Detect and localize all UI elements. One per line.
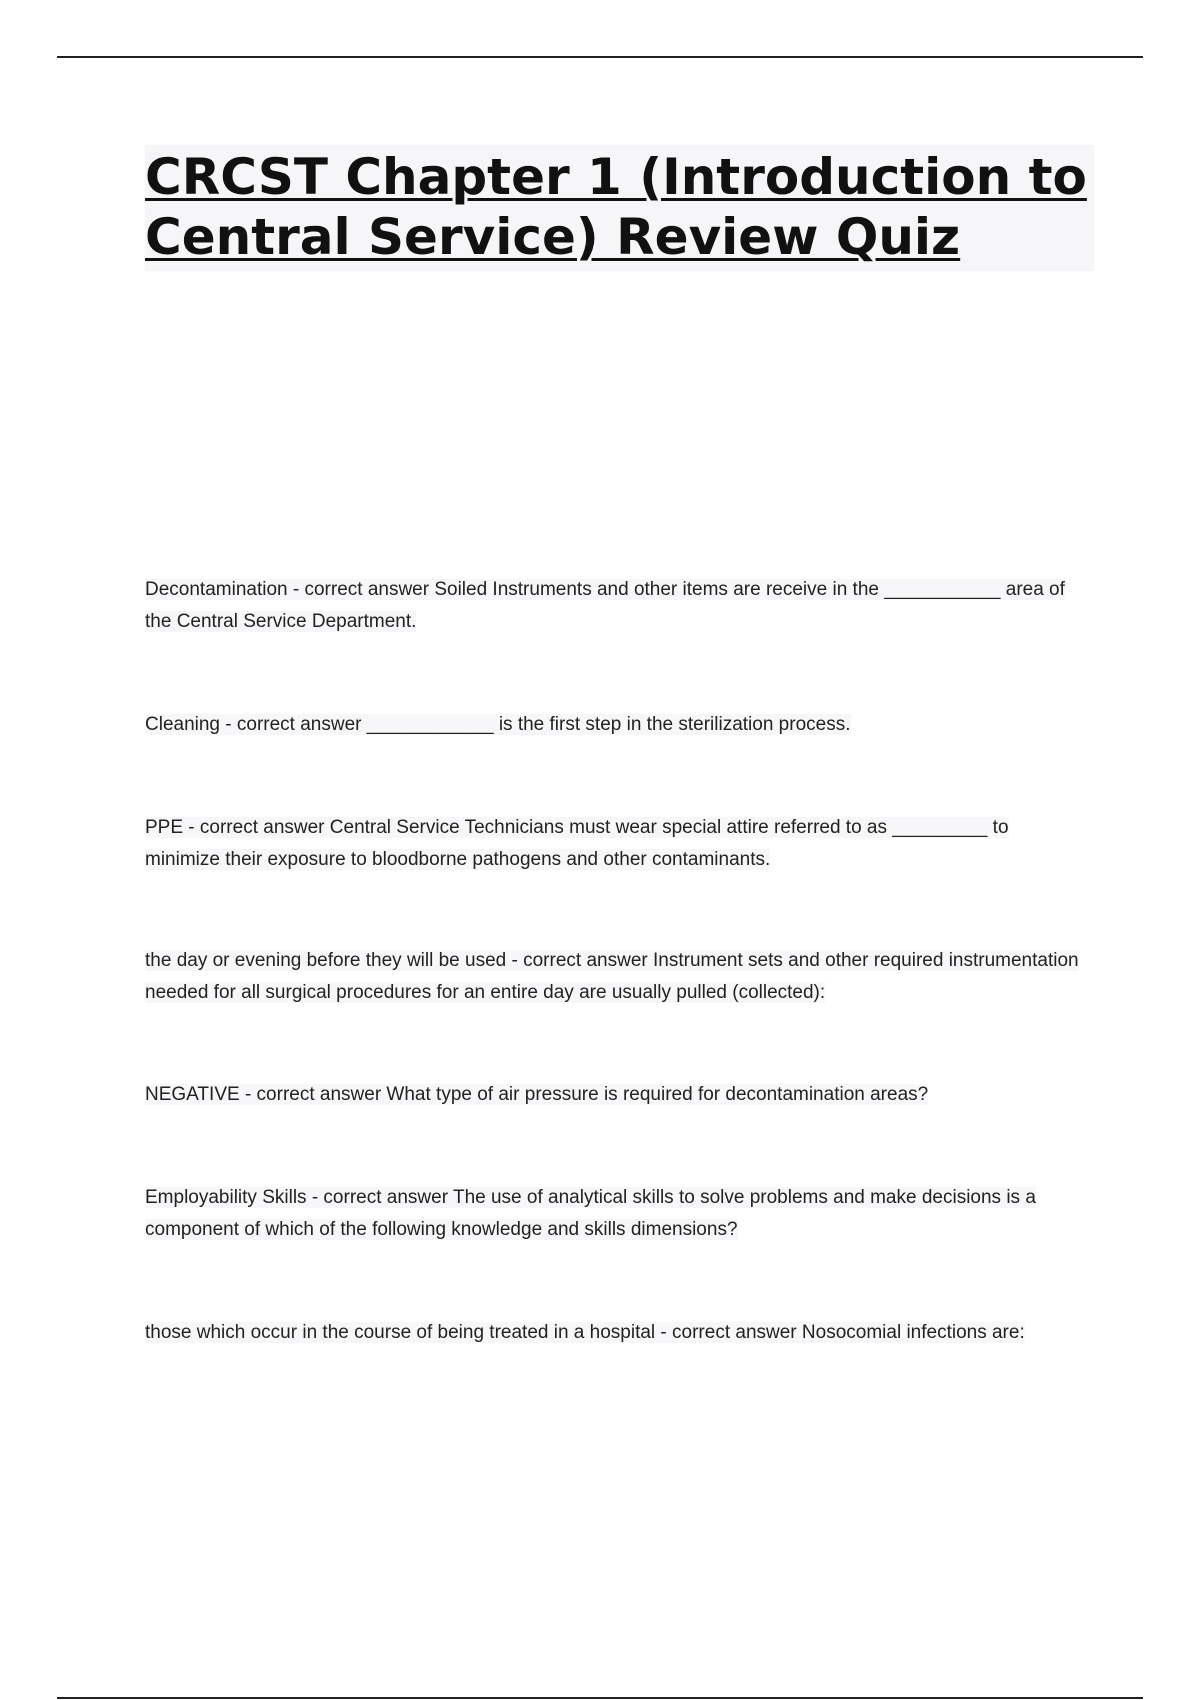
qa-item xyxy=(145,812,1085,876)
qa-item-text: Employability Skills - correct answer The use of analytical skills to solve problems and make decisions is a component of which of the following knowledge and skills dimensions? xyxy=(145,1187,1036,1240)
qa-item xyxy=(145,574,1085,638)
qa-item-text: the day or evening before they will be used - correct answer Instrument sets and other required instrumentation needed for all surgical procedures for an entire day are usually pulled (collected): xyxy=(145,950,1079,1003)
qa-item-text: those which occur in the course of being treated in a hospital - correct answer Nosocomial infections are: xyxy=(145,1322,1025,1343)
qa-item-text: NEGATIVE - correct answer What type of air pressure is required for decontamination areas? xyxy=(145,1084,929,1105)
qa-item-text: Cleaning - correct answer ____________ is the first step in the sterilization process. xyxy=(145,714,851,735)
top-rule xyxy=(57,56,1143,58)
qa-item-text: PPE - correct answer Central Service Technicians must wear special attire referred to as _________ to minimize their exposure to bloodborne pathogens and other contaminants. xyxy=(145,817,1009,870)
qa-item xyxy=(145,1317,1085,1349)
qa-item xyxy=(145,945,1085,1009)
qa-item xyxy=(145,709,1085,741)
qa-item-text: Decontamination - correct answer Soiled Instruments and other items are receive in the ___________ area of the Central Service Department. xyxy=(145,579,1065,632)
document-title: CRCST Chapter 1 (Introduction to Central Service) Review Quiz xyxy=(145,145,1094,271)
qa-item xyxy=(145,1079,1085,1111)
qa-item xyxy=(145,1182,1085,1246)
bottom-rule xyxy=(57,1697,1143,1699)
